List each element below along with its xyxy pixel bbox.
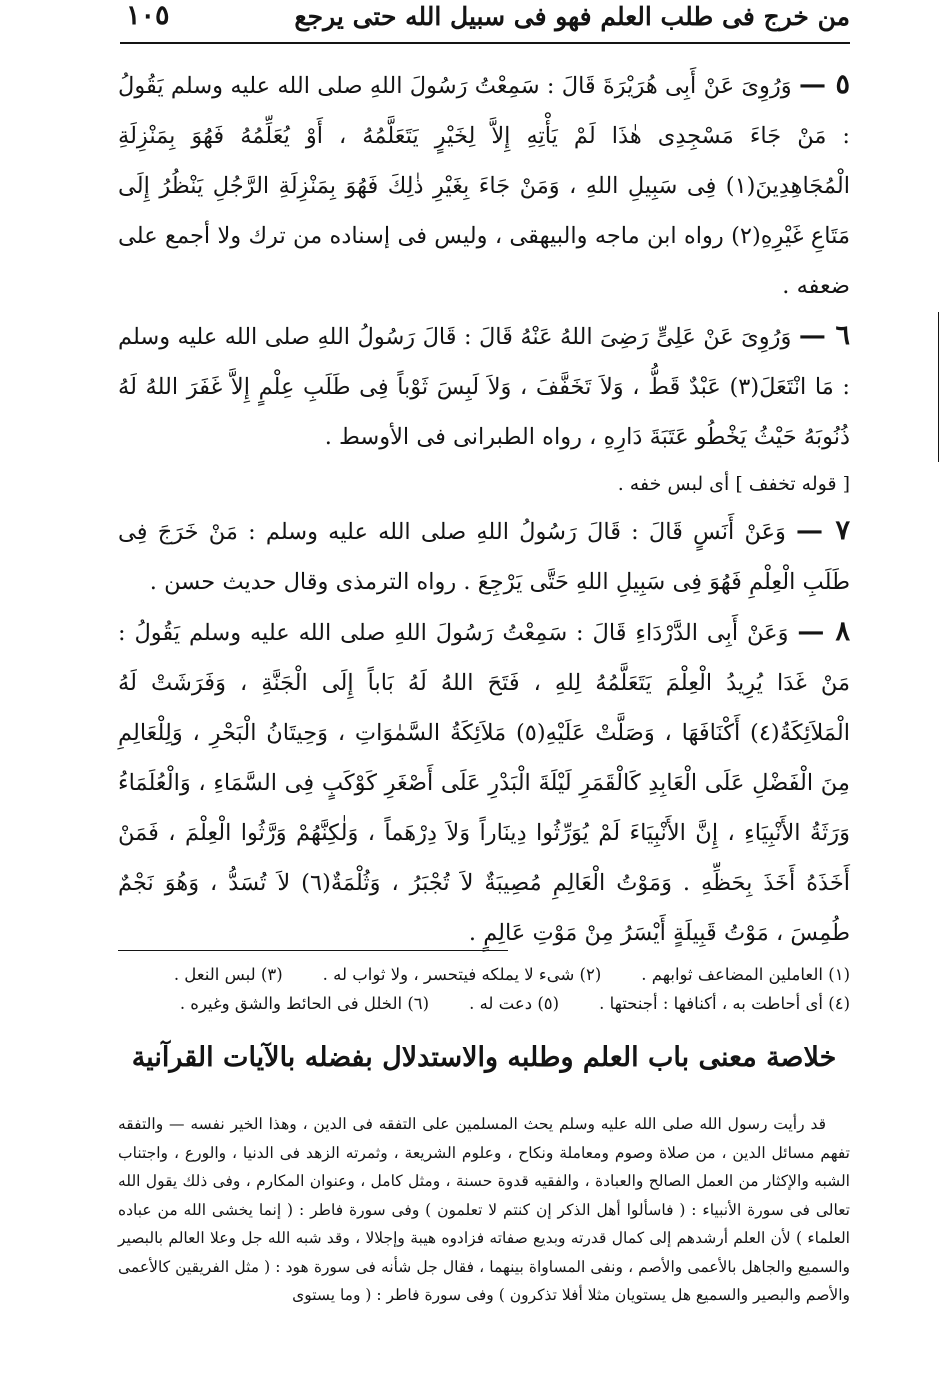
footnote-5: (٥) دعت له . [469, 994, 560, 1013]
gloss-note: [ قوله تخفف ] أى لبس خفه . [617, 473, 850, 495]
footnote-4: (٤) أى أحاطت به ، أكنافها : أجنحتها . [599, 994, 850, 1013]
footnotes [118, 960, 850, 1018]
hadith-number: ٨ — [797, 616, 850, 647]
hadith-6 [118, 311, 850, 462]
footnote-rule [118, 950, 508, 951]
hadith-text: وَرُوِىَ عَنْ أَبِى هُرَيْرَةَ قَالَ : سَمِعْتُ رَسُولَ اللهِ صلى الله عليه وسلم يَقُولُ : مَنْ جَاءَ مَسْجِدِى هٰذَا لَمْ يَأْتِهِ إِلاَّ لِخَيْرٍ يَتَعَلَّمُهُ ، أَوْ يُعَلِّمُهُ فَهُوَ بِمَنْزِلَةِ الْمُجَاهِدِينَ(١) فِى سَبِيلِ اللهِ ، وَمَنْ جَاءَ بِغَيْرِ ذٰلِكَ فَهُوَ بِمَنْزِلَةِ الرَّجُلِ يَنْظُرُ إِلَى مَتَاعِ غَيْرِهِ(٢) رواه ابن ماجه والبيهقى ، وليس فى إسناده من ترك ولا أجمع على ضعفه . [118, 73, 850, 299]
footnote-row [118, 989, 850, 1018]
hadith-text: وَرُوِىَ عَنْ عَلِىٍّ رَضِىَ اللهُ عَنْهُ قَالَ : قَالَ رَسُولُ اللهِ صلى الله عليه وسلم : مَا انْتَعَلَ(٣) عَبْدٌ قَطُّ ، وَلاَ تَخَفَّفَ ، وَلاَ لَبِسَ ثَوْباً فِى طَلَبِ عِلْمٍ إِلاَّ غَفَرَ اللهُ لَهُ ذُنُوبَهُ حَيْثُ يَخْطُو عَتَبَةَ دَارِهِ ، رواه الطبرانى فى الأوسط . [118, 324, 850, 450]
hadith-8 [118, 607, 850, 958]
hadith-text: وَعَنْ أَبِى الدَّرْدَاءِ قَالَ : سَمِعْتُ رَسُولَ اللهِ صلى الله عليه وسلم يَقُولُ : مَنْ غَدَا يُرِيدُ الْعِلْمَ يَتَعَلَّمُهُ لِلهِ ، فَتَحَ اللهُ لَهُ بَاباً إِلَى الْجَنَّةِ ، وَفَرَشَتْ لَهُ الْمَلاَئِكَةُ(٤) أَكْنَافَهَا ، وَصَلَّتْ عَلَيْهِ(٥) مَلاَئِكَةُ السَّمٰوَاتِ ، وَحِيتَانُ الْبَحْرِ ، وَلِلْعَالِمِ مِنَ الْفَضْلِ عَلَى الْعَابِدِ كَالْقَمَرِ لَيْلَةَ الْبَدْرِ عَلَى أَصْغَرِ كَوْكَبٍ فِى السَّمَاءِ ، وَالْعُلَمَاءُ وَرَثَةُ الأَنْبِيَاءِ ، إِنَّ الأَنْبِيَاءَ لَمْ يُوَرِّثُوا دِينَاراً وَلاَ دِرْهَماً ، وَلٰكِنَّهُمْ وَرَّثُوا الْعِلْمَ ، فَمَنْ أَخَذَهُ أَخَذَ بِحَظِّهِ . وَمَوْتُ الْعَالِمِ مُصِيبَةٌ لاَ تُجْبَرُ ، وَثُلْمَةٌ(٦) لاَ تُسَدُّ ، وَهُوَ نَجْمٌ طُمِسَ ، مَوْتُ قَبِيلَةٍ أَيْسَرُ مِنْ مَوْتِ عَالِمٍ . [118, 620, 850, 946]
hadith-7 [118, 506, 850, 607]
footnote-row [118, 960, 850, 989]
hadith-text: وَعَنْ أَنَسٍ قَالَ : قَالَ رَسُولُ اللهِ صلى الله عليه وسلم : مَنْ خَرَجَ فِى طَلَبِ الْعِلْمِ فَهُوَ فِى سَبِيلِ اللهِ حَتَّى يَرْجِعَ . رواه الترمذى وقال حديث حسن . [118, 519, 850, 595]
margin-mark [938, 312, 943, 462]
hadith-number: ٥ — [798, 69, 850, 100]
footnote-1: (١) العاملين المضاعف ثوابهم . [641, 965, 850, 984]
hadith-section [118, 60, 850, 958]
running-title: من خرج فى طلب العلم فهو فى سبيل الله حتى يرجع [294, 2, 850, 31]
footnote-3: (٣) لبس النعل . [173, 965, 283, 984]
header-rule [120, 42, 850, 44]
section-title: خلاصة معنى باب العلم وطلبه والاستدلال بفضله بالآيات القرآنية [131, 1042, 837, 1073]
hadith-5 [118, 60, 850, 311]
footnote-2: (٢) شىء لا يملكه فيتحسر ، ولا ثواب له . [322, 965, 602, 984]
page-number: ١٠٥ [126, 0, 170, 31]
hadith-number: ٧ — [796, 515, 850, 546]
page-header [120, 0, 850, 40]
hadith-number: ٦ — [798, 320, 850, 351]
footnote-6: (٦) الخلل فى الحائط والشق وغيره . [179, 994, 430, 1013]
summary-paragraph: قد رأيت رسول الله صلى الله عليه وسلم يحث المسلمين على التفقه فى الدين ، وهذا الخير نفسه — والتفقه تفهم مسائل الدين ، من صلاة وصوم ومعاملة ونكاح ، وعلوم الشريعة ، وثمرته الزهد فى الدنيا ، والورع ، واجتناب الشبه والإكثار من العمل الصالح والعبادة ، والفقيه قدوة حسنة ، ومثل كامل ، وعنوان المكارم ، وفى ذلك يقول الله تعالى فى سورة الأنبياء : ( فاسألوا أهل الذكر إن كنتم لا تعلمون ) وفى سورة فاطر : ( إنما يخشى الله من عباده العلماء ) لأن العلم أرشدهم إلى كمال قدرته وبديع صفاته فزادوه هيبة وإجلالا ، وقد شبه الله جل وعلا العالم بالبصير والسميع والجاهل بالأعمى والأصم ، ونفى المساواة بينهما ، فقال جل شأنه فى سورة هود : ( مثل الفريقين كالأعمى والأصم والبصير والسميع هل يستويان مثلا أفلا تذكرون ) وفى سورة فاطر : ( وما يستوى [118, 1115, 850, 1304]
